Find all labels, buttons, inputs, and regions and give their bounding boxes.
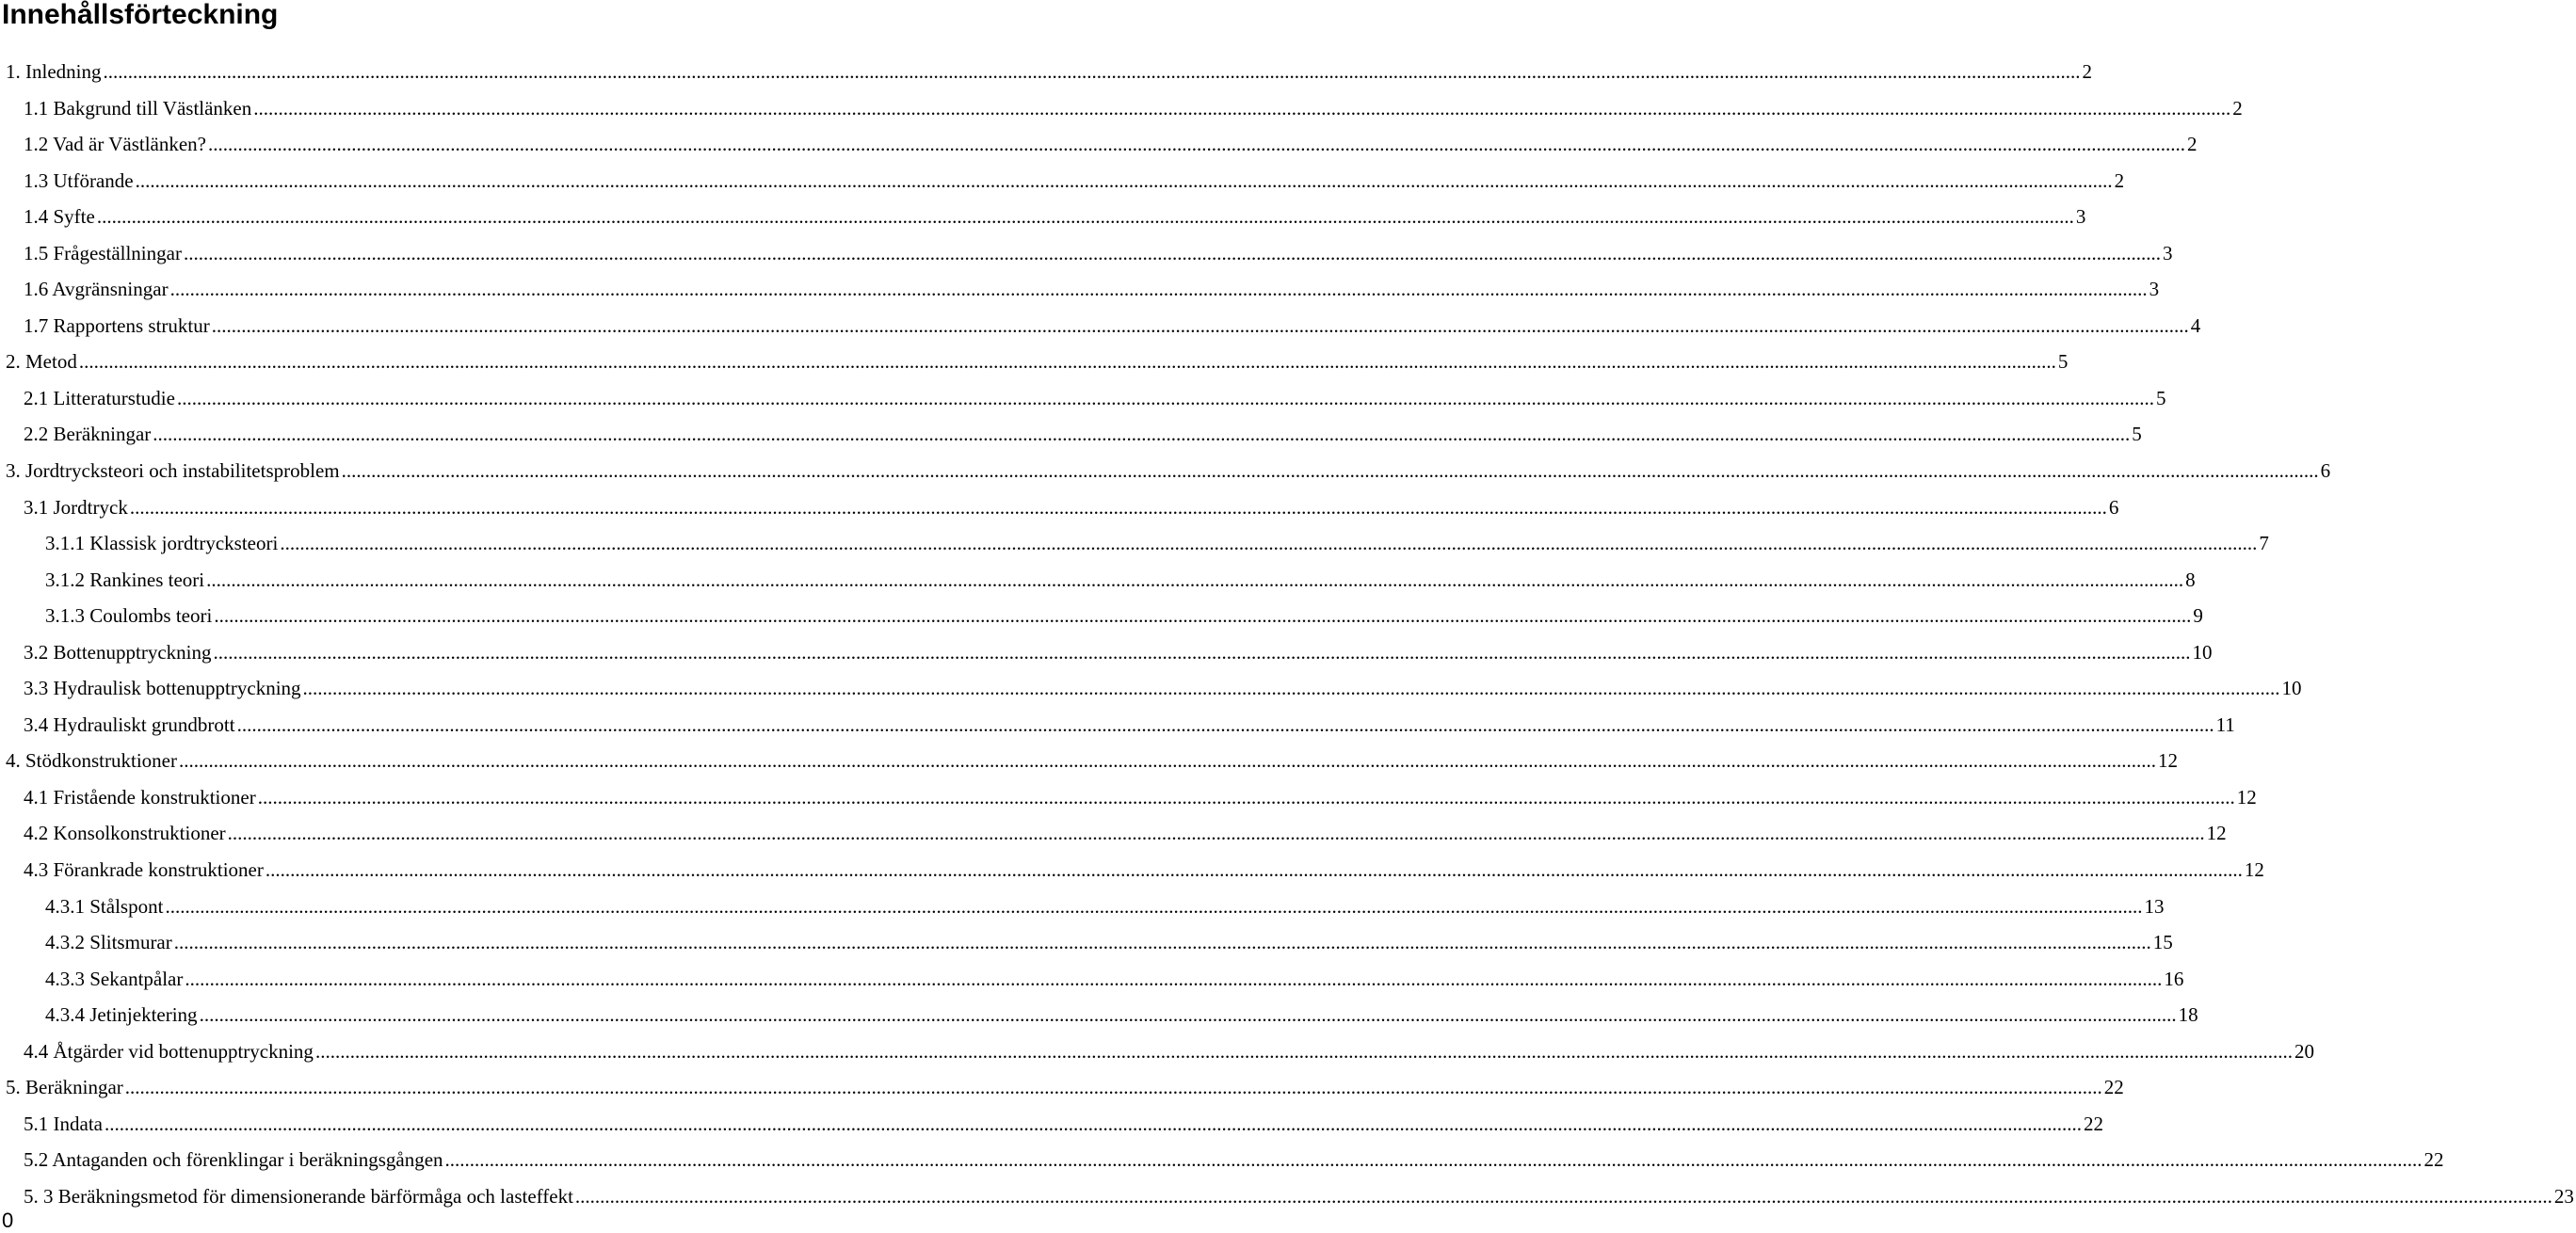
toc-entry-page: 22: [2083, 1112, 2103, 1135]
toc-entry-page: 3: [2075, 205, 2086, 229]
toc-entry[interactable]: [0, 271, 2160, 308]
toc-entry[interactable]: [0, 163, 2125, 200]
toc-entry-title: 1.5 Frågeställningar: [24, 241, 182, 264]
toc-dot-leader: ................................................................................................................................................................................................................................................................................................................................................................................................................: [173, 931, 2151, 954]
toc-entry-title: 3.1.3 Coulombs teori: [45, 604, 213, 628]
toc-dot-leader: ................................................................................................................................................................................................................................................................................................................................................................................................................: [208, 133, 2186, 156]
toc-dot-leader: ................................................................................................................................................................................................................................................................................................................................................................................................................: [206, 568, 2184, 591]
toc-entry[interactable]: [0, 90, 2243, 127]
toc-dot-leader: ................................................................................................................................................................................................................................................................................................................................................................................................................: [213, 640, 2191, 664]
toc-entry-title: 4.3.4 Jetinjektering: [45, 1003, 198, 1027]
toc-entry-page: 2: [2082, 60, 2092, 83]
toc-entry-page: 5: [2057, 350, 2069, 374]
toc-entry[interactable]: [0, 961, 2184, 998]
toc-dot-leader: ................................................................................................................................................................................................................................................................................................................................................................................................................: [341, 459, 2319, 483]
toc-dot-leader: ................................................................................................................................................................................................................................................................................................................................................................................................................: [165, 894, 2143, 918]
toc-entry-page: 4: [2190, 313, 2201, 337]
toc-entry-title: 5.1 Indata: [24, 1112, 103, 1135]
toc-entry-title: 1.6 Avgränsningar: [24, 278, 169, 301]
toc-dot-leader: ................................................................................................................................................................................................................................................................................................................................................................................................................: [265, 858, 2243, 882]
toc-entry-title: 1.1 Bakgrund till Västlänken: [24, 96, 252, 120]
toc-dot-leader: ................................................................................................................................................................................................................................................................................................................................................................................................................: [78, 350, 2056, 374]
toc-entry[interactable]: [0, 1142, 2444, 1178]
toc-entry[interactable]: [0, 54, 2092, 90]
toc-entry-page: 2: [2232, 96, 2243, 120]
toc-entry-title: 5. Beräkningar: [6, 1076, 123, 1099]
table-of-contents: [0, 54, 2574, 1215]
toc-entry[interactable]: [0, 852, 2264, 889]
toc-entry-page: 7: [2259, 532, 2269, 555]
toc-entry-page: 16: [2164, 967, 2184, 990]
toc-entry-title: 3.1.1 Klassisk jordtrycksteori: [45, 532, 279, 555]
toc-entry-title: 1.4 Syfte: [24, 205, 95, 229]
toc-dot-leader: ................................................................................................................................................................................................................................................................................................................................................................................................................: [257, 785, 2235, 809]
toc-entry-title: 4.3.2 Slitsmurar: [45, 931, 172, 954]
toc-entry-page: 6: [2320, 459, 2331, 483]
toc-entry-title: 5. 3 Beräkningsmetod för dimensionerande bärförmåga och lasteffekt: [24, 1184, 573, 1208]
toc-dot-leader: ................................................................................................................................................................................................................................................................................................................................................................................................................: [253, 96, 2231, 120]
toc-entry-title: 1.2 Vad är Västlänken?: [24, 133, 207, 156]
toc-dot-leader: ................................................................................................................................................................................................................................................................................................................................................................................................................: [280, 532, 2258, 555]
toc-entry[interactable]: [0, 126, 2198, 163]
toc-dot-leader: ................................................................................................................................................................................................................................................................................................................................................................................................................: [129, 495, 2107, 519]
toc-entry[interactable]: [0, 889, 2165, 925]
toc-entry-page: 10: [2192, 640, 2213, 664]
toc-dot-leader: ................................................................................................................................................................................................................................................................................................................................................................................................................: [179, 749, 2156, 773]
toc-entry-title: 4.3.1 Stålspont: [45, 894, 164, 918]
toc-entry-title: 4.3 Förankrade konstruktioner: [24, 858, 264, 882]
toc-entry-page: 9: [2193, 604, 2203, 628]
toc-entry[interactable]: [0, 380, 2166, 417]
page-title: Innehållsförteckning: [2, 0, 279, 30]
toc-entry-title: 2.1 Litteraturstudie: [24, 386, 175, 409]
toc-dot-leader: ................................................................................................................................................................................................................................................................................................................................................................................................................: [185, 967, 2163, 990]
toc-entry[interactable]: [0, 1033, 2314, 1070]
toc-dot-leader: ................................................................................................................................................................................................................................................................................................................................................................................................................: [574, 1184, 2552, 1208]
toc-entry-title: 3.2 Bottenupptryckning: [24, 640, 212, 664]
toc-entry[interactable]: [0, 525, 2269, 562]
toc-dot-leader: ................................................................................................................................................................................................................................................................................................................................................................................................................: [103, 60, 2081, 83]
toc-entry[interactable]: [0, 199, 2086, 235]
toc-dot-leader: ................................................................................................................................................................................................................................................................................................................................................................................................................: [135, 168, 2113, 192]
toc-entry[interactable]: [0, 344, 2069, 380]
toc-entry-page: 3: [2162, 241, 2173, 264]
page-number: 0: [2, 1209, 14, 1232]
toc-entry[interactable]: [0, 707, 2235, 744]
toc-entry-page: 22: [2423, 1148, 2444, 1172]
toc-dot-leader: ................................................................................................................................................................................................................................................................................................................................................................................................................: [96, 205, 2074, 229]
toc-entry[interactable]: [0, 416, 2142, 453]
toc-entry[interactable]: [0, 815, 2227, 852]
toc-entry-title: 3. Jordtrycksteori och instabilitetsproblem: [6, 459, 340, 483]
toc-entry[interactable]: [0, 779, 2257, 816]
toc-entry-title: 1. Inledning: [6, 60, 102, 83]
toc-entry-page: 10: [2281, 677, 2302, 700]
toc-entry-page: 12: [2158, 749, 2178, 773]
toc-entry-page: 22: [2103, 1076, 2124, 1099]
toc-entry-page: 2: [2114, 168, 2125, 192]
toc-dot-leader: ................................................................................................................................................................................................................................................................................................................................................................................................................: [104, 1112, 2082, 1135]
toc-entry-page: 12: [2206, 822, 2227, 845]
toc-dot-leader: ................................................................................................................................................................................................................................................................................................................................................................................................................: [227, 822, 2205, 845]
toc-entry-page: 12: [2244, 858, 2264, 882]
toc-entry-title: 1.3 Utförande: [24, 168, 134, 192]
toc-entry-title: 4. Stödkonstruktioner: [6, 749, 177, 773]
toc-entry-page: 18: [2178, 1003, 2198, 1027]
toc-dot-leader: ................................................................................................................................................................................................................................................................................................................................................................................................................: [124, 1076, 2102, 1099]
toc-entry-title: 4.3.3 Sekantpålar: [45, 967, 184, 990]
toc-entry-page: 20: [2294, 1039, 2314, 1063]
toc-entry[interactable]: [0, 308, 2201, 344]
toc-entry[interactable]: [0, 670, 2302, 707]
toc-entry[interactable]: [0, 743, 2178, 779]
toc-entry[interactable]: [0, 634, 2213, 671]
toc-entry-page: 5: [2132, 423, 2142, 446]
toc-dot-leader: ................................................................................................................................................................................................................................................................................................................................................................................................................: [153, 423, 2131, 446]
toc-entry[interactable]: [0, 1069, 2124, 1106]
toc-entry[interactable]: [0, 598, 2203, 634]
toc-dot-leader: ................................................................................................................................................................................................................................................................................................................................................................................................................: [214, 604, 2192, 628]
toc-entry-title: 3.1 Jordtryck: [24, 495, 128, 519]
toc-dot-leader: ................................................................................................................................................................................................................................................................................................................................................................................................................: [183, 241, 2161, 264]
toc-entry[interactable]: [0, 235, 2173, 272]
toc-entry-page: 15: [2152, 931, 2173, 954]
toc-entry[interactable]: [0, 562, 2196, 599]
toc-entry-page: 23: [2553, 1184, 2574, 1208]
toc-dot-leader: ................................................................................................................................................................................................................................................................................................................................................................................................................: [199, 1003, 2177, 1027]
toc-entry-title: 2.2 Beräkningar: [24, 423, 152, 446]
toc-dot-leader: ................................................................................................................................................................................................................................................................................................................................................................................................................: [302, 677, 2280, 700]
toc-entry-page: 8: [2185, 568, 2196, 591]
toc-dot-leader: ................................................................................................................................................................................................................................................................................................................................................................................................................: [236, 713, 2214, 736]
toc-entry-page: 12: [2236, 785, 2257, 809]
toc-entry[interactable]: [0, 1178, 2574, 1215]
toc-dot-leader: ................................................................................................................................................................................................................................................................................................................................................................................................................: [176, 386, 2154, 409]
toc-entry-title: 3.3 Hydraulisk bottenupptryckning: [24, 677, 301, 700]
toc-entry[interactable]: [0, 1106, 2103, 1143]
toc-entry-title: 5.2 Antaganden och förenklingar i beräkningsgången: [24, 1148, 443, 1172]
toc-entry-title: 3.4 Hydrauliskt grundbrott: [24, 713, 235, 736]
toc-entry-page: 6: [2108, 495, 2119, 519]
toc-entry-page: 11: [2215, 713, 2235, 736]
toc-entry-title: 4.1 Fristående konstruktioner: [24, 785, 256, 809]
toc-entry-page: 3: [2149, 278, 2160, 301]
toc-entry-title: 4.4 Åtgärder vid bottenupptryckning: [24, 1039, 314, 1063]
toc-entry-title: 3.1.2 Rankines teori: [45, 568, 205, 591]
toc-dot-leader: ................................................................................................................................................................................................................................................................................................................................................................................................................: [211, 313, 2189, 337]
toc-entry[interactable]: [0, 489, 2119, 526]
toc-entry[interactable]: [0, 453, 2331, 489]
toc-dot-leader: ................................................................................................................................................................................................................................................................................................................................................................................................................: [169, 278, 2148, 301]
toc-entry-page: 2: [2187, 133, 2198, 156]
toc-entry-page: 13: [2144, 894, 2165, 918]
toc-entry-page: 5: [2155, 386, 2166, 409]
toc-entry[interactable]: [0, 997, 2198, 1033]
toc-entry-title: 4.2 Konsolkonstruktioner: [24, 822, 226, 845]
toc-dot-leader: ................................................................................................................................................................................................................................................................................................................................................................................................................: [314, 1039, 2293, 1063]
toc-entry[interactable]: [0, 924, 2173, 961]
toc-entry-title: 2. Metod: [6, 350, 77, 374]
toc-entry-title: 1.7 Rapportens struktur: [24, 313, 210, 337]
toc-dot-leader: ................................................................................................................................................................................................................................................................................................................................................................................................................: [444, 1148, 2423, 1172]
